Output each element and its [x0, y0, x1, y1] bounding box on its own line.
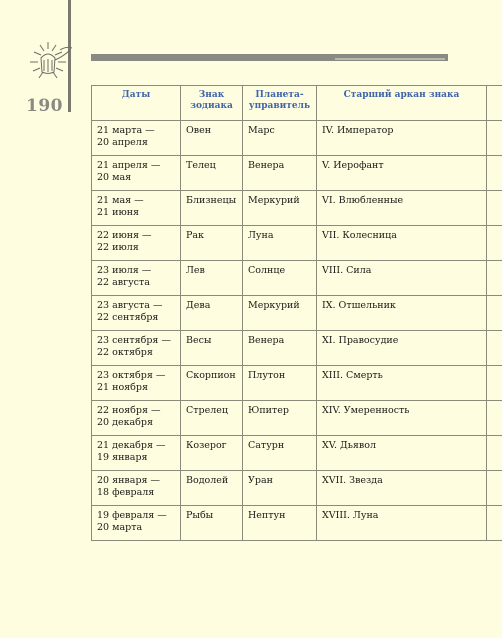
date-from: 23 сентября — [97, 335, 171, 346]
table-row [92, 401, 502, 436]
date-to: 20 декабря [97, 417, 153, 428]
cell-extra [487, 366, 502, 401]
cell-sign: Овен [181, 121, 243, 156]
date-to: 20 мая [97, 172, 132, 183]
cell-arcana: IV. Император [317, 121, 487, 156]
date-from: 22 ноября — [97, 405, 161, 416]
cell-planet: Сатурн [243, 436, 317, 471]
cell-arcana: XIII. Смерть [317, 366, 487, 401]
cell-sign: Весы [181, 331, 243, 366]
date-to: 21 ноября [97, 382, 148, 393]
cell-planet: Солнце [243, 261, 317, 296]
cell-dates [92, 506, 181, 541]
cell-sign: Дева [181, 296, 243, 331]
cell-arcana: XVII. Звезда [317, 471, 487, 506]
cell-planet: Марс [243, 121, 317, 156]
cell-extra [487, 261, 502, 296]
cell-planet: Венера [243, 156, 317, 191]
date-from: 23 августа — [97, 300, 163, 311]
cell-arcana: VIII. Сила [317, 261, 487, 296]
cell-sign: Стрелец [181, 401, 243, 436]
header-planet: Планета- управитель [243, 86, 317, 121]
cell-dates [92, 226, 181, 261]
date-to: 20 марта [97, 522, 143, 533]
cell-sign: Телец [181, 156, 243, 191]
cell-dates [92, 191, 181, 226]
header-extra [487, 86, 502, 121]
cell-sign: Рак [181, 226, 243, 261]
cell-arcana: VI. Влюбленные [317, 191, 487, 226]
date-to: 22 августа [97, 277, 150, 288]
cell-arcana: XIV. Умеренность [317, 401, 487, 436]
date-to: 18 февраля [97, 487, 155, 498]
cell-arcana: XI. Правосудие [317, 331, 487, 366]
cell-sign: Рыбы [181, 506, 243, 541]
table-row [92, 366, 502, 401]
cell-extra [487, 471, 502, 506]
table-row [92, 261, 502, 296]
page-number: 190 [26, 96, 63, 116]
cell-arcana: IX. Отшельник [317, 296, 487, 331]
table-header-row [92, 86, 502, 121]
date-from: 21 марта — [97, 125, 155, 136]
cell-extra [487, 296, 502, 331]
date-to: 21 июня [97, 207, 140, 218]
table-row [92, 121, 502, 156]
cell-planet: Уран [243, 471, 317, 506]
date-from: 21 декабря — [97, 440, 166, 451]
header-arcana: Старший аркан знака [317, 86, 487, 121]
cell-planet: Юпитер [243, 401, 317, 436]
cell-sign: Козерог [181, 436, 243, 471]
cell-planet: Плутон [243, 366, 317, 401]
cell-dates [92, 261, 181, 296]
header-sign: Знак зодиака [181, 86, 243, 121]
date-to: 19 января [97, 452, 148, 463]
date-from: 23 октября — [97, 370, 166, 381]
cell-extra [487, 121, 502, 156]
cell-planet: Венера [243, 331, 317, 366]
table-row [92, 471, 502, 506]
cell-planet: Меркурий [243, 191, 317, 226]
cell-extra [487, 156, 502, 191]
date-to: 22 сентября [97, 312, 159, 323]
table-row [92, 296, 502, 331]
date-to: 22 октября [97, 347, 153, 358]
cell-extra [487, 506, 502, 541]
cell-planet: Меркурий [243, 296, 317, 331]
cell-dates [92, 401, 181, 436]
cell-dates [92, 156, 181, 191]
cell-extra [487, 401, 502, 436]
zodiac-table [91, 85, 502, 541]
table-row [92, 226, 502, 261]
header-dates: Даты [92, 86, 181, 121]
table-row [92, 331, 502, 366]
date-from: 19 февраля — [97, 510, 167, 521]
table-row [92, 436, 502, 471]
date-from: 22 июня — [97, 230, 152, 241]
cell-sign: Скорпион [181, 366, 243, 401]
cell-arcana: XV. Дьявол [317, 436, 487, 471]
cell-arcana: VII. Колесница [317, 226, 487, 261]
table-row [92, 191, 502, 226]
cell-dates [92, 121, 181, 156]
cell-extra [487, 331, 502, 366]
cell-dates [92, 296, 181, 331]
date-from: 23 июля — [97, 265, 152, 276]
cell-sign: Водолей [181, 471, 243, 506]
date-from: 20 января — [97, 475, 161, 486]
cell-dates [92, 366, 181, 401]
date-from: 21 мая — [97, 195, 144, 206]
cell-arcana: XVIII. Луна [317, 506, 487, 541]
cell-sign: Лев [181, 261, 243, 296]
cell-dates [92, 331, 181, 366]
cell-planet: Нептун [243, 506, 317, 541]
date-from: 21 апреля — [97, 160, 161, 171]
cell-dates [92, 471, 181, 506]
cell-extra [487, 226, 502, 261]
cell-extra [487, 191, 502, 226]
table-row [92, 156, 502, 191]
cell-arcana: V. Иерофант [317, 156, 487, 191]
table-row [92, 506, 502, 541]
date-to: 20 апреля [97, 137, 148, 148]
cell-planet: Луна [243, 226, 317, 261]
header-rule-accent [335, 58, 445, 60]
oil-lamp-icon [26, 40, 74, 84]
cell-sign: Близнецы [181, 191, 243, 226]
date-to: 22 июля [97, 242, 139, 253]
cell-extra [487, 436, 502, 471]
cell-dates [92, 436, 181, 471]
